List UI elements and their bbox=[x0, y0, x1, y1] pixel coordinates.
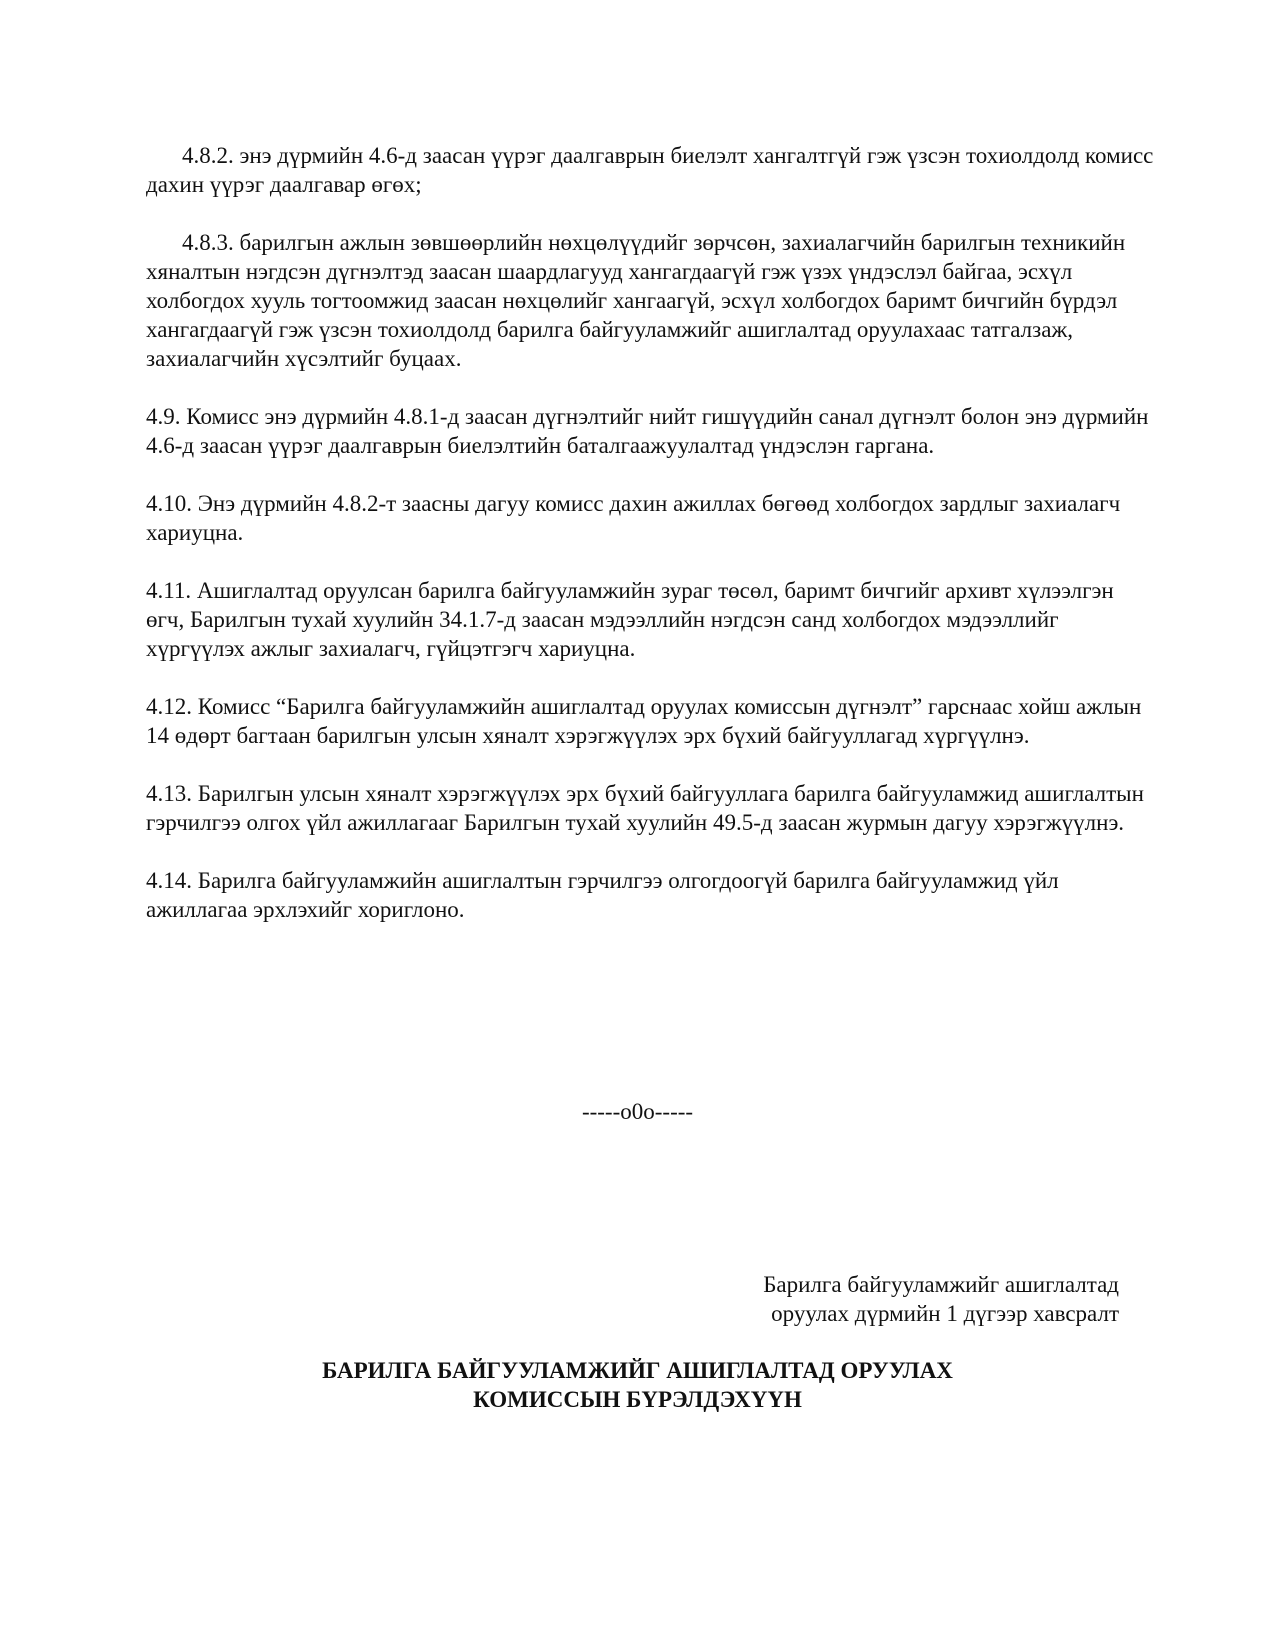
appendix-heading bbox=[0, 1356, 1275, 1414]
paragraph-4-8-3: 4.8.3. барилгын ажлын зөвшөөрлийн нөхцөлүүдийг зөрчсөн, захиалагчийн барилгын техникийн хяналтын нэгдсэн дүгнэлтэд заасан шаардлагууд хангагдаагүй гэж үзэх үндэслэл байгаа, эсхүл холбогдох хууль тогтоомжид заасан нөхцөлийг хангаагүй, эсхүл холбогдох баримт бичгийн бүрдэл хангагдаагүй гэж үзсэн тохиолдолд барилга байгууламжийг ашиглалтад оруулахаас татгалзаж, захиалагчийн хүсэлтийг буцаах. bbox=[146, 230, 1126, 371]
appendix-heading-line-1: БАРИЛГА БАЙГУУЛАМЖИЙГ АШИГЛАЛТАД ОРУУЛАХ bbox=[322, 1358, 953, 1383]
paragraph-4-11: 4.11. Ашиглалтад оруулсан барилга байгууламжийн зураг төсөл, баримт бичгийг архивт хүлээлгэн өгч, Барилгын тухай хуулийн 34.1.7-д заасан мэдээллийн нэгдсэн санд холбогдох мэдээллийг хүргүүлэх ажлыг захиалагч, гүйцэтгэгч хариуцна. bbox=[146, 578, 1114, 661]
paragraph-4-9: 4.9. Комисс энэ дүрмийн 4.8.1-д заасан дүгнэлтийг нийт гишүүдийн санал дүгнэлт болон энэ дүрмийн 4.6-д заасан үүрэг даалгаврын биелэлтийн баталгаажуулалтад үндэслэн гаргана. bbox=[146, 404, 1149, 458]
appendix-note-line-1: Барилга байгууламжийг ашиглалтад bbox=[763, 1272, 1119, 1297]
paragraph-4-13: 4.13. Барилгын улсын хяналт хэрэгжүүлэх эрх бүхий байгууллага барилга байгууламжид ашиглалтын гэрчилгээ олгох үйл ажиллагааг Барилгын тухай хуулийн 49.5-д заасан журмын дагуу хэрэгжүүлнэ. bbox=[146, 781, 1144, 835]
appendix-note bbox=[763, 1270, 1119, 1328]
paragraph-4-8-2: 4.8.2. энэ дүрмийн 4.6-д заасан үүрэг даалгаврын биелэлт хангалтгүй гэж үзсэн тохиолдолд комисс дахин үүрэг даалгавар өгөх; bbox=[146, 143, 1154, 197]
appendix-heading-line-2: КОМИССЫН БҮРЭЛДЭХҮҮН bbox=[473, 1387, 802, 1412]
appendix-note-line-2: оруулах дүрмийн 1 дүгээр хавсралт bbox=[771, 1301, 1119, 1326]
paragraph-4-14: 4.14. Барилга байгууламжийн ашиглалтын гэрчилгээ олгогдоогүй барилга байгууламжид үйл ажиллагаа эрхлэхийг хориглоно. bbox=[146, 868, 1059, 922]
section-separator: -----o0o----- bbox=[581, 1099, 694, 1124]
paragraph-4-12: 4.12. Комисс “Барилга байгууламжийн ашиглалтад оруулах комиссын дүгнэлт” гарснаас хойш ажлын 14 өдөрт багтаан барилгын улсын хяналт хэрэгжүүлэх эрх бүхий байгууллагад хүргүүлнэ. bbox=[146, 694, 1142, 748]
paragraph-4-10: 4.10. Энэ дүрмийн 4.8.2-т заасны дагуу комисс дахин ажиллах бөгөөд холбогдох зардлыг захиалагч хариуцна. bbox=[146, 491, 1121, 545]
body-text bbox=[146, 141, 1156, 953]
